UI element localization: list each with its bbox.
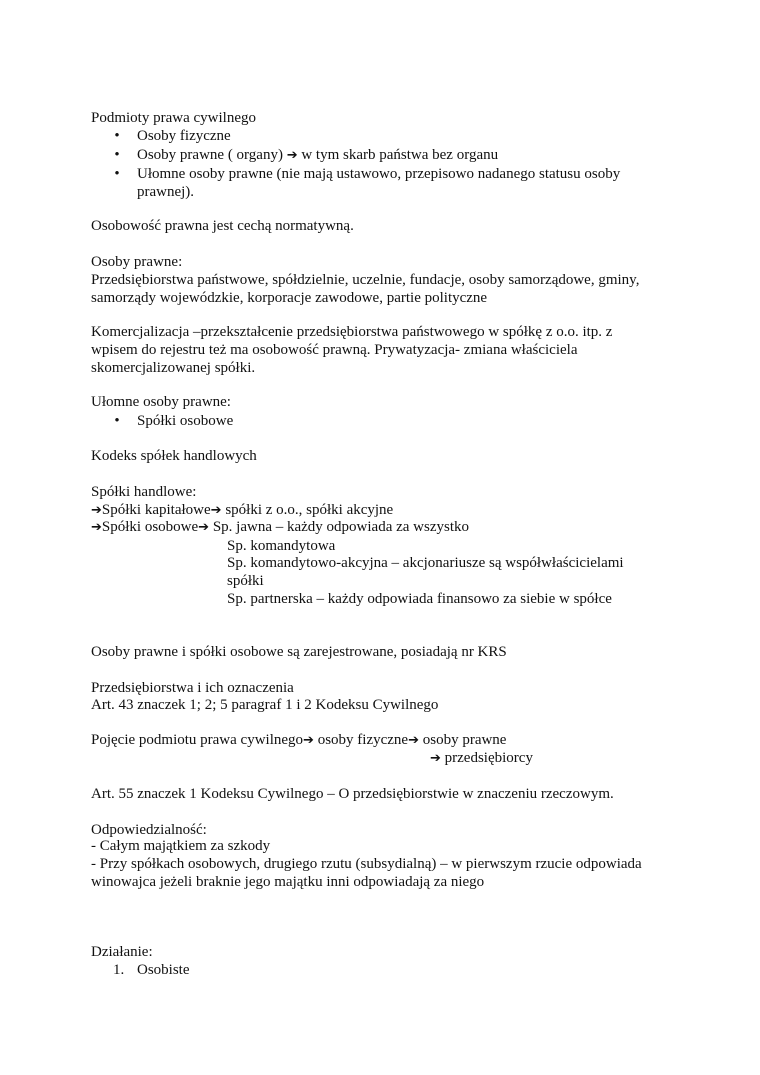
paragraph-line: skomercjalizowanej spółki.: [91, 360, 256, 376]
arrow-right-icon: ➔: [303, 733, 314, 748]
paragraph: Kodeks spółek handlowych: [91, 448, 257, 464]
paragraph-line: Przedsiębiorstwa państwowe, spółdzielnie, uczelnie, fundacje, osoby samorządowe, gminy,: [91, 272, 640, 288]
concept-line: ➔ przedsiębiorcy: [430, 750, 533, 766]
list-item: Spółki osobowe: [137, 413, 234, 429]
section-heading-ulomne: Ułomne osoby prawne:: [91, 394, 231, 410]
paragraph: Art. 55 znaczek 1 Kodeksu Cywilnego – O przedsiębiorstwie w znaczeniu rzeczowym.: [91, 786, 614, 802]
bullet: •: [114, 128, 120, 144]
section-heading-osoby-prawne: Osoby prawne:: [91, 254, 183, 270]
arrow-right-icon: ➔: [91, 503, 102, 518]
paragraph-line: Przedsiębiorstwa i ich oznaczenia: [91, 680, 294, 696]
paragraph-line: wpisem do rejestru też ma osobowość prawną. Prywatyzacja- zmiana właściciela: [91, 342, 578, 358]
sub-item: Sp. komandytowa: [227, 538, 336, 554]
section-heading-spolki: Spółki handlowe:: [91, 484, 197, 500]
bullet: •: [114, 166, 120, 182]
bullet: •: [114, 413, 120, 429]
concept-line: Pojęcie podmiotu prawa cywilnego➔ osoby fizyczne➔ osoby prawne: [91, 732, 507, 748]
paragraph-line: Komercjalizacja –przekształcenie przedsiębiorstwa państwowego w spółkę z o.o. itp. z: [91, 324, 613, 340]
list-number: 1.: [113, 962, 125, 978]
list-line: ➔Spółki osobowe➔ Sp. jawna – każdy odpowiada za wszystko: [91, 519, 470, 535]
arrow-right-icon: ➔: [210, 503, 222, 518]
paragraph: Osobowość prawna jest cechą normatywną.: [91, 218, 354, 234]
arrow-right-icon: ➔: [198, 520, 210, 535]
list-item-continuation: prawnej).: [137, 184, 195, 200]
arrow-right-icon: ➔: [408, 733, 419, 748]
arrow-right-icon: ➔: [286, 148, 298, 163]
sub-item: spółki: [227, 573, 264, 589]
sub-item: Sp. komandytowo-akcyjna – akcjonariusze są współwłaścicielami: [227, 555, 624, 571]
paragraph: Osoby prawne i spółki osobowe są zarejestrowane, posiadają nr KRS: [91, 644, 507, 660]
list-item: Osoby prawne ( organy) ➔ w tym skarb państwa bez organu: [137, 147, 499, 163]
list-line: ➔Spółki kapitałowe➔ spółki z o.o., spółki akcyjne: [91, 502, 394, 518]
paragraph-line: - Przy spółkach osobowych, drugiego rzutu (subsydialną) – w pierwszym rzucie odpowiada: [91, 856, 642, 872]
arrow-right-icon: ➔: [430, 751, 441, 766]
list-item: Ułomne osoby prawne (nie mają ustawowo, przepisowo nadanego statusu osoby: [137, 166, 621, 182]
paragraph-line: winowajca jeżeli braknie jego majątku inni odpowiadają za niego: [91, 874, 485, 890]
paragraph-line: samorządy wojewódzkie, korporacje zawodowe, partie polityczne: [91, 290, 488, 306]
bullet: •: [114, 147, 120, 163]
arrow-right-icon: ➔: [91, 520, 102, 535]
section-heading-odpowiedzialnosc: Odpowiedzialność:: [91, 822, 207, 838]
paragraph-line: Art. 43 znaczek 1; 2; 5 paragraf 1 i 2 Kodeksu Cywilnego: [91, 697, 439, 713]
section-heading-dzialanie: Działanie:: [91, 944, 153, 960]
list-item: Osoby fizyczne: [137, 128, 231, 144]
list-item: Osobiste: [137, 962, 190, 978]
sub-item: Sp. partnerska – każdy odpowiada finansowo za siebie w spółce: [227, 591, 612, 607]
section-heading-podmioty: Podmioty prawa cywilnego: [91, 110, 256, 126]
paragraph-line: - Całym majątkiem za szkody: [91, 838, 271, 854]
